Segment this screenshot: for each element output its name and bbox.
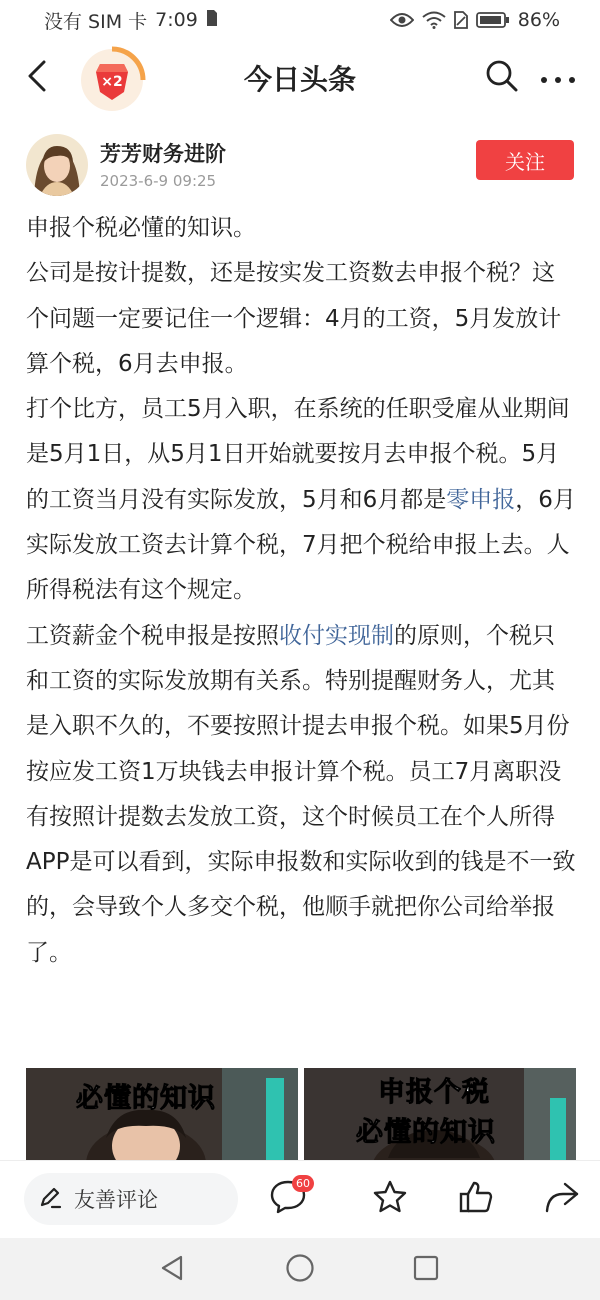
favorite-button[interactable] [368, 1179, 412, 1219]
comment-count-badge: 60 [292, 1175, 314, 1192]
article-image-1[interactable] [26, 1068, 298, 1164]
article-paragraph [26, 614, 576, 976]
search-icon [485, 59, 519, 97]
post-time: 2023-6-9 09:25 [100, 172, 217, 190]
article-text: 工资薪金个税申报是按照 [26, 622, 279, 649]
article-paragraph: 公司是按计提数，还是按实发工资数去申报个税？这个问题一定要记住一个逻辑：4月的工资，5月发放计算个税，6月去申报。 [26, 260, 562, 377]
comment-input[interactable] [24, 1173, 238, 1225]
article-paragraph [26, 387, 576, 613]
eye-icon [390, 12, 414, 28]
share-icon [543, 1179, 581, 1219]
wifi-icon [422, 11, 446, 29]
follow-button[interactable]: 关注 [476, 140, 574, 180]
sim-card-icon [206, 9, 218, 32]
article-body [26, 206, 576, 976]
reward-badge[interactable] [78, 46, 146, 114]
thumbs-up-icon [457, 1179, 495, 1219]
author-row [0, 128, 600, 200]
more-dots-icon [540, 69, 576, 88]
article-text: ，6月实际发放工资去计算个税，7月把个税给申报上去。人所得税法有这个规定。 [26, 486, 576, 604]
nav-recents-button[interactable] [408, 1252, 444, 1288]
chevron-left-icon [27, 60, 47, 96]
share-button[interactable] [540, 1179, 584, 1219]
pen-icon [38, 1185, 62, 1213]
image-strip [26, 1068, 576, 1164]
like-button[interactable] [454, 1179, 498, 1219]
recents-square-icon [412, 1254, 440, 1286]
nav-home-button[interactable] [282, 1252, 318, 1288]
image-caption: 必懂的知识 [76, 1083, 216, 1114]
search-button[interactable] [482, 58, 522, 98]
bottom-action-bar [0, 1160, 600, 1238]
avatar-image [26, 134, 88, 196]
status-left [44, 7, 218, 34]
image-caption-line2: 必懂的知识 [356, 1117, 496, 1148]
image-caption-line1: 申报个税 [378, 1077, 490, 1108]
battery-percent: 86% [517, 9, 560, 31]
battery-icon [476, 11, 510, 29]
article-paragraph: 申报个税必懂的知识。 [26, 215, 256, 241]
status-right [390, 9, 560, 31]
status-bar [0, 0, 600, 40]
keyword-link-cash-basis[interactable]: 收付实现制 [279, 622, 394, 649]
comment-placeholder: 友善评论 [74, 1188, 158, 1212]
home-circle-icon [285, 1253, 315, 1287]
system-nav-bar [0, 1238, 600, 1300]
carrier-label: 没有 SIM 卡 [44, 10, 148, 33]
author-name[interactable]: 芳芳财务进阶 [100, 142, 226, 166]
keyword-link-zero-declaration[interactable]: 零申报 [446, 486, 516, 513]
clock: 7:09 [155, 9, 198, 31]
page-title: 今日头条 [243, 63, 356, 96]
star-icon [371, 1179, 409, 1219]
article-image-2[interactable] [304, 1068, 576, 1164]
article-text: 的原则，个税只和工资的实际发放期有关系。特别提醒财务人，尤其是入职不久的，不要按照计提去申报个税。如果5月份按应发工资1万块钱去申报计算个税。员工7月离职没有按照计提数去发放工资，这个时候员工在个人所得APP是可以看到，实际申报数和实际收到的钱是不一致的，会导致个人多交个税，他顺手就把你公司给举报了。 [26, 622, 576, 966]
sim-blocked-icon [454, 11, 468, 29]
comments-button[interactable] [266, 1179, 310, 1219]
nav-back-button[interactable] [154, 1252, 190, 1288]
avatar[interactable] [26, 134, 88, 196]
more-button[interactable] [536, 58, 580, 98]
title-bar [0, 40, 600, 114]
back-button[interactable] [20, 58, 54, 98]
article-text: 打个比方，员工5月入职，在系统的任职受雇从业期间是5月1日，从5月1日开始就要按月去申报个税。5月的工资当月没有实际发放，5月和6月都是 [26, 396, 570, 513]
back-triangle-icon [159, 1254, 185, 1286]
badge-multiplier: ×2 [101, 74, 123, 90]
